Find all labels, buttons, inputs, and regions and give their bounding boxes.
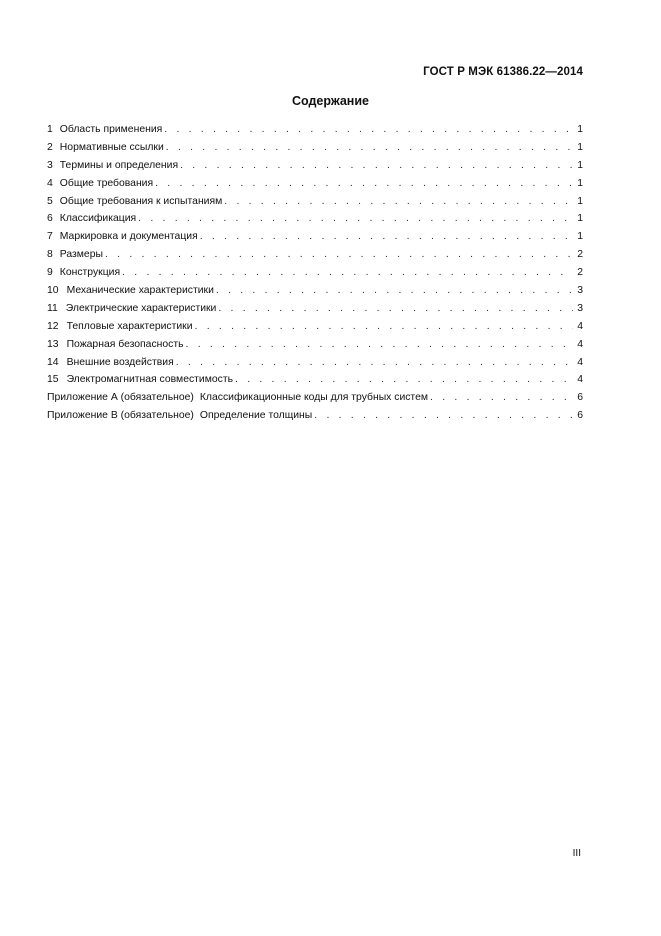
toc-entry[interactable] <box>47 246 583 264</box>
toc-entry-number: 6 <box>47 213 53 225</box>
toc-leader-dots <box>120 264 573 282</box>
toc-leader-dots <box>233 371 573 389</box>
toc-leader-dots <box>174 354 573 372</box>
toc-entry[interactable] <box>47 282 583 300</box>
toc-entry[interactable] <box>47 157 583 175</box>
toc-entry[interactable] <box>47 121 583 139</box>
toc-leader-dots <box>193 318 573 336</box>
toc-entry[interactable] <box>47 371 583 389</box>
toc-leader-dots <box>214 282 573 300</box>
toc-entry-page: 4 <box>577 338 583 350</box>
toc-entry-title: Область применения <box>59 124 163 135</box>
toc-entry-number: 13 <box>47 338 59 350</box>
toc-entry-number: 15 <box>47 374 59 386</box>
toc-entry-title: Классификационные коды для трубных систем <box>199 392 429 404</box>
toc-entry-title: Электрические характеристики <box>65 302 217 314</box>
toc-entry-title: Нормативные ссылки <box>59 141 164 153</box>
toc-leader-dots <box>178 157 573 175</box>
toc-entry-title: Термины и определения <box>59 159 179 171</box>
toc-entry-number: 8 <box>47 249 53 261</box>
toc-leader-dots <box>198 228 573 246</box>
toc-entry-number: 1 <box>47 124 53 135</box>
toc-entry-page: 1 <box>577 213 583 225</box>
toc-appendix-label: Приложение В (обязательное) <box>47 410 194 422</box>
toc-leader-dots <box>312 407 573 425</box>
toc-leader-dots <box>103 246 573 264</box>
toc-entry-page: 6 <box>577 392 583 404</box>
toc-entry-title: Внешние воздействия <box>66 356 174 368</box>
toc-entry-appendix[interactable] <box>47 407 583 425</box>
toc-entry-title: Общие требования <box>59 177 154 189</box>
toc-entry[interactable] <box>47 228 583 246</box>
toc-entry-title: Общие требования к испытаниям <box>59 195 223 207</box>
toc-entry[interactable] <box>47 336 583 354</box>
toc-leader-dots <box>136 210 573 228</box>
toc-entry[interactable] <box>47 193 583 211</box>
toc-entry-number: 5 <box>47 195 53 207</box>
toc-heading: Содержание <box>291 94 369 108</box>
toc-entry-number: 11 <box>47 302 58 314</box>
toc-entry-number: 7 <box>47 231 53 243</box>
toc-entry-title: Электромагнитная совместимость <box>66 374 234 386</box>
document-code: ГОСТ Р МЭК 61386.22—2014 <box>423 66 583 78</box>
toc-leader-dots <box>153 175 573 193</box>
toc-entry-number: 4 <box>47 177 53 189</box>
toc-entry-page: 4 <box>577 356 583 368</box>
toc-entry-number: 12 <box>47 320 59 332</box>
toc-appendix-label: Приложение А (обязательное) <box>47 392 194 404</box>
toc-entry[interactable] <box>47 300 583 318</box>
toc-entry-page: 4 <box>577 320 583 332</box>
toc-entry-page: 1 <box>577 159 583 171</box>
toc-entry-page: 1 <box>577 195 583 207</box>
toc-entry[interactable] <box>47 318 583 336</box>
page-number: III <box>572 848 581 859</box>
toc-entry-page: 1 <box>577 177 583 189</box>
toc-entry[interactable] <box>47 175 583 193</box>
toc-entry-title: Тепловые характеристики <box>66 320 193 332</box>
toc-leader-dots <box>428 389 573 407</box>
toc-entry-page: 1 <box>577 141 583 153</box>
toc-entry-page: 3 <box>577 285 583 297</box>
toc-entry[interactable] <box>47 354 583 372</box>
table-of-contents <box>47 121 583 425</box>
toc-entry-number: 14 <box>47 356 59 368</box>
toc-leader-dots <box>184 336 573 354</box>
toc-entry-title: Механические характеристики <box>66 285 214 297</box>
toc-entry-title: Классификация <box>59 213 137 225</box>
toc-entry-title: Размеры <box>59 249 103 261</box>
toc-leader-dots <box>222 193 573 211</box>
toc-entry-page: 2 <box>577 249 583 261</box>
toc-entry-page: 4 <box>577 374 583 386</box>
toc-entry-title: Пожарная безопасность <box>66 338 184 350</box>
toc-entry-number: 2 <box>47 141 53 153</box>
toc-entry-title: Маркировка и документация <box>59 231 198 243</box>
toc-entry-number: 3 <box>47 159 53 171</box>
toc-entry-page: 1 <box>577 231 583 243</box>
toc-entry-number: 9 <box>47 267 53 279</box>
toc-entry-title: Определение толщины <box>199 410 313 422</box>
toc-leader-dots <box>216 300 573 318</box>
toc-entry-number: 10 <box>47 285 59 297</box>
toc-leader-dots <box>162 121 573 139</box>
toc-entry-appendix[interactable] <box>47 389 583 407</box>
toc-entry[interactable] <box>47 139 583 157</box>
toc-entry[interactable] <box>47 264 583 282</box>
toc-entry-page: 3 <box>577 302 583 314</box>
toc-entry[interactable] <box>47 210 583 228</box>
toc-leader-dots <box>164 139 573 157</box>
toc-entry-page: 6 <box>577 410 583 422</box>
toc-entry-page: 2 <box>577 267 583 279</box>
toc-entry-title: Конструкция <box>59 267 121 279</box>
toc-entry-page: 1 <box>577 124 583 135</box>
